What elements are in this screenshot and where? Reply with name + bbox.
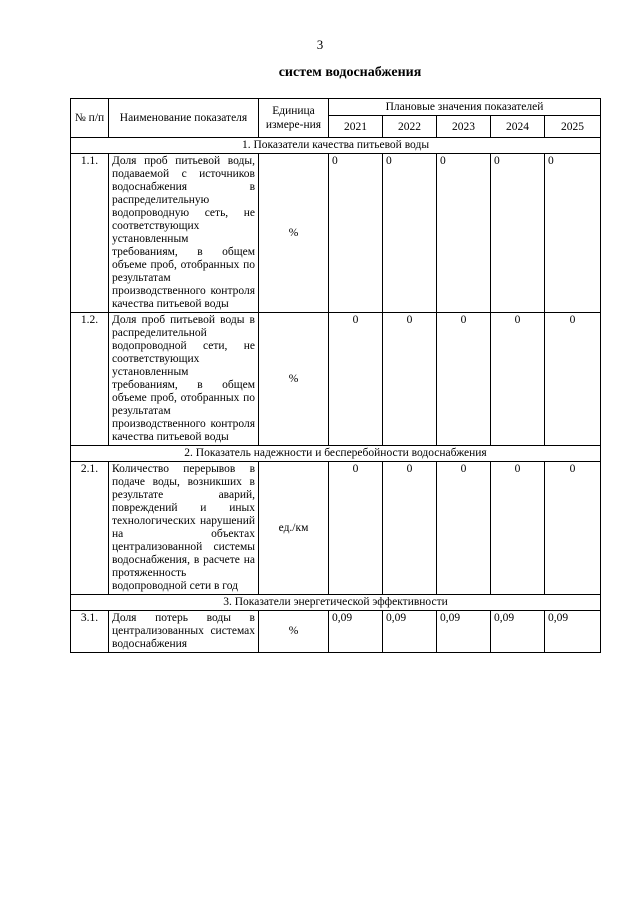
value-cell: 0 [329,154,383,313]
table-row [71,313,601,446]
unit-cell: ед./км [259,462,329,595]
indicators-table [70,98,601,653]
value-cell: 0 [329,462,383,595]
row-number: 2.1. [71,462,109,595]
indicator-name: Доля проб питьевой воды, подаваемой с источников водоснабжения в распределительную водопроводную сеть, не соответствующих установленным требованиям, в общем объеме проб, отобранных по результатам производственного контроля качества питьевой воды [109,154,259,313]
value-cell: 0 [491,313,545,446]
header-year: 2021 [329,116,383,138]
unit-cell: % [259,313,329,446]
unit-cell: % [259,154,329,313]
header-name: Наименование показателя [109,99,259,138]
table-row [71,154,601,313]
header-unit: Единица измере-ния [259,99,329,138]
document-title: систем водоснабжения [278,65,422,80]
value-cell: 0 [491,462,545,595]
value-cell: 0 [437,154,491,313]
header-year: 2023 [437,116,491,138]
value-cell: 0,09 [437,611,491,653]
value-cell: 0,09 [383,611,437,653]
value-cell: 0 [545,154,601,313]
value-cell: 0,09 [491,611,545,653]
row-number: 1.1. [71,154,109,313]
indicator-name: Доля проб питьевой воды в распределительной водопроводной сети, не соответствующих установленным требованиям, в общем объеме проб, отобранных по результатам производственного контроля качества питьевой воды [109,313,259,446]
table-row [71,611,601,653]
unit-cell: % [259,611,329,653]
value-cell: 0 [329,313,383,446]
value-cell: 0 [383,313,437,446]
value-cell: 0 [383,462,437,595]
value-cell: 0 [437,313,491,446]
value-cell: 0 [491,154,545,313]
header-year: 2024 [491,116,545,138]
value-cell: 0,09 [545,611,601,653]
value-cell: 0 [383,154,437,313]
header-num: № п/п [71,99,109,138]
value-cell: 0 [545,462,601,595]
header-year: 2022 [383,116,437,138]
indicator-name: Доля потерь воды в централизованных системах водоснабжения [109,611,259,653]
section-row [71,595,601,611]
table-row [71,462,601,595]
value-cell: 0 [545,313,601,446]
section-row [71,138,601,154]
row-number: 3.1. [71,611,109,653]
value-cell: 0 [437,462,491,595]
indicator-name: Количество перерывов в подаче воды, возникших в результате аварий, повреждений и иных технологических нарушений на объектах централизованной системы водоснабжения, в расчете на протяженность водопроводной сети в год [109,462,259,595]
header-planned-values: Плановые значения показателей [329,99,601,116]
section-row [71,446,601,462]
header-year: 2025 [545,116,601,138]
row-number: 1.2. [71,313,109,446]
section-title: 2. Показатель надежности и бесперебойности водоснабжения [71,446,601,462]
value-cell: 0,09 [329,611,383,653]
section-title: 1. Показатели качества питьевой воды [71,138,601,154]
page-number: 3 [316,37,324,52]
section-title: 3. Показатели энергетической эффективности [71,595,601,611]
